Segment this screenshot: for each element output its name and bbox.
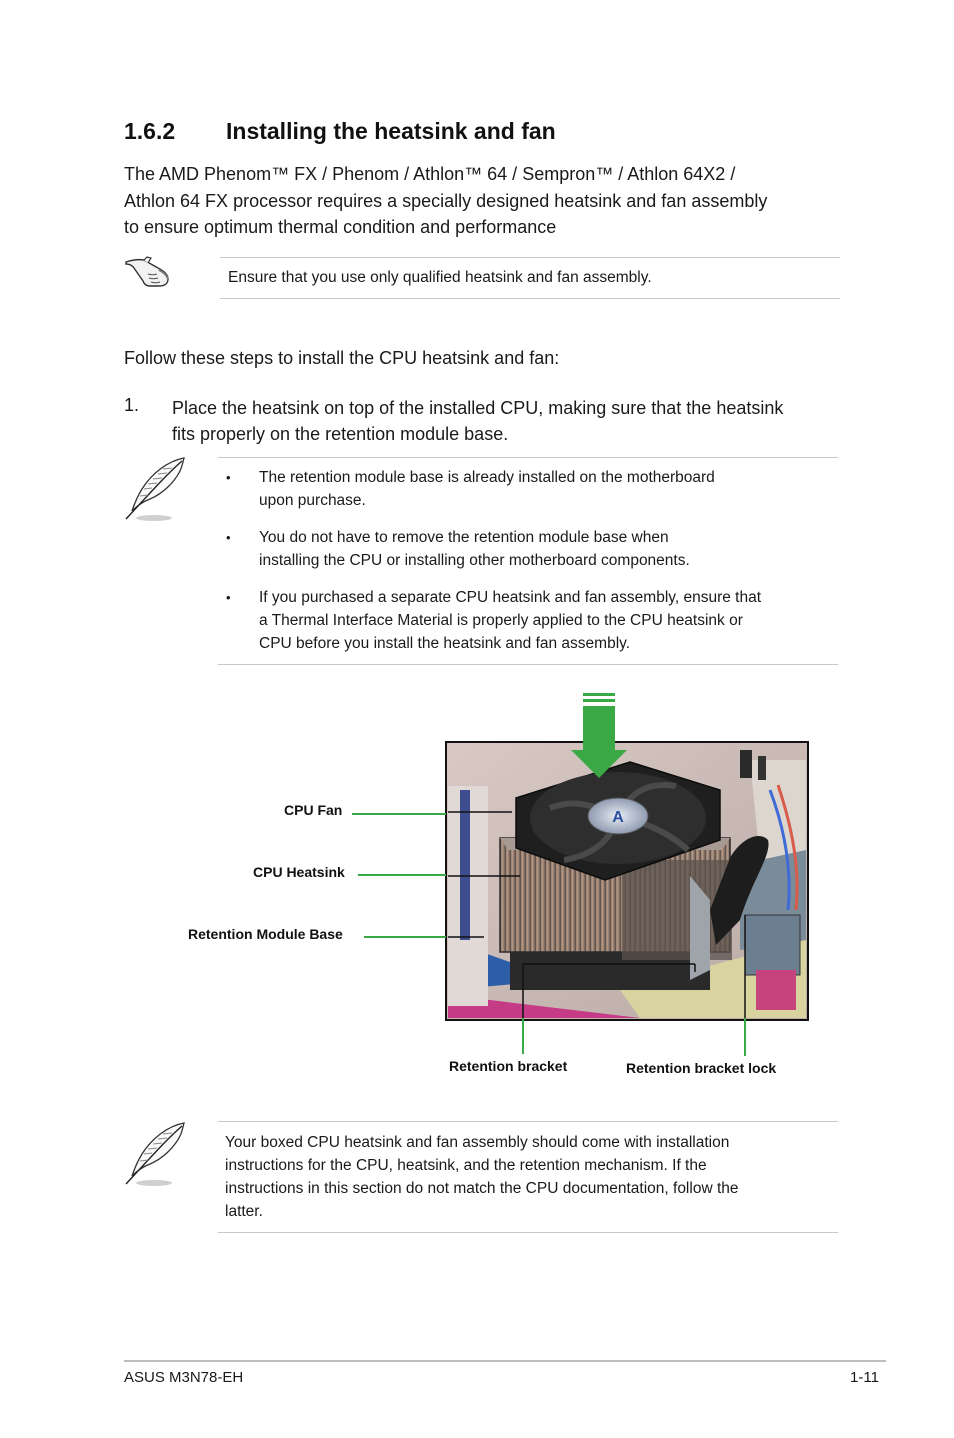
step-number: 1. [124,395,140,415]
note-final [218,1121,838,1233]
note-bullets [218,457,838,665]
step-line: fits properly on the retention module base. [172,424,509,444]
section-number: 1.6.2 [124,118,176,144]
label-cpu-heatsink: CPU Heatsink [253,864,345,880]
label-cpu-fan: CPU Fan [284,802,343,818]
bullet-line: CPU before you install the heatsink and fan assembly. [259,635,631,652]
callout-line-retention-bracket-lock [744,1018,746,1056]
note-line: instructions in this section do not match the CPU documentation, follow the [225,1180,739,1197]
section-heading [124,118,556,145]
footer-product-name: ASUS M3N78-EH [124,1369,244,1386]
step-line: Place the heatsink on top of the installed CPU, making sure that the heatsink [172,398,784,418]
note-line: instructions for the CPU, heatsink, and the retention mechanism. If the [225,1157,707,1174]
svg-text:A: A [612,809,624,826]
bullet-dot: • [226,530,231,545]
callout-line-retention-bracket [522,1018,524,1054]
bullet-dot: • [226,470,231,485]
section-title: Installing the heatsink and fan [226,118,556,144]
label-retention-module-base: Retention Module Base [188,926,343,942]
footer-divider [124,1360,886,1362]
bullet-line: a Thermal Interface Material is properly applied to the CPU heatsink or [259,612,743,629]
bullet-line: If you purchased a separate CPU heatsink and fan assembly, ensure that [259,589,762,606]
bullet-line: upon purchase. [259,492,366,509]
feather-quill-icon [122,455,186,523]
bullet-line: The retention module base is already installed on the motherboard [259,469,715,486]
footer-page-number: 1-11 [850,1369,879,1386]
step-text [172,395,852,447]
label-retention-bracket-lock: Retention bracket lock [626,1060,777,1076]
note-line: Your boxed CPU heatsink and fan assembly should come with installation [225,1134,730,1151]
bullet-line: installing the CPU or installing other motherboard components. [259,552,690,569]
label-retention-bracket: Retention bracket [449,1058,568,1074]
feather-quill-icon [122,1120,186,1188]
intro-line: to ensure optimum thermal condition and performance [124,217,557,237]
pointing-hand-icon [124,254,172,290]
caution-note-text: Ensure that you use only qualified heatsink and fan assembly. [228,269,652,286]
steps-lead: Follow these steps to install the CPU heatsink and fan: [124,348,560,368]
intro-line: Athlon 64 FX processor requires a specially designed heatsink and fan assembly [124,190,768,211]
caution-note [220,257,840,299]
callout-lines [350,800,810,1030]
intro-paragraph [124,161,834,241]
intro-line: The AMD Phenom™ FX / Phenom / Athlon™ 64 / Sempron™ / Athlon 64X2 / [124,164,736,184]
bullet-line: You do not have to remove the retention module base when [259,529,669,546]
note-line: latter. [225,1203,263,1220]
bullet-dot: • [226,590,231,605]
